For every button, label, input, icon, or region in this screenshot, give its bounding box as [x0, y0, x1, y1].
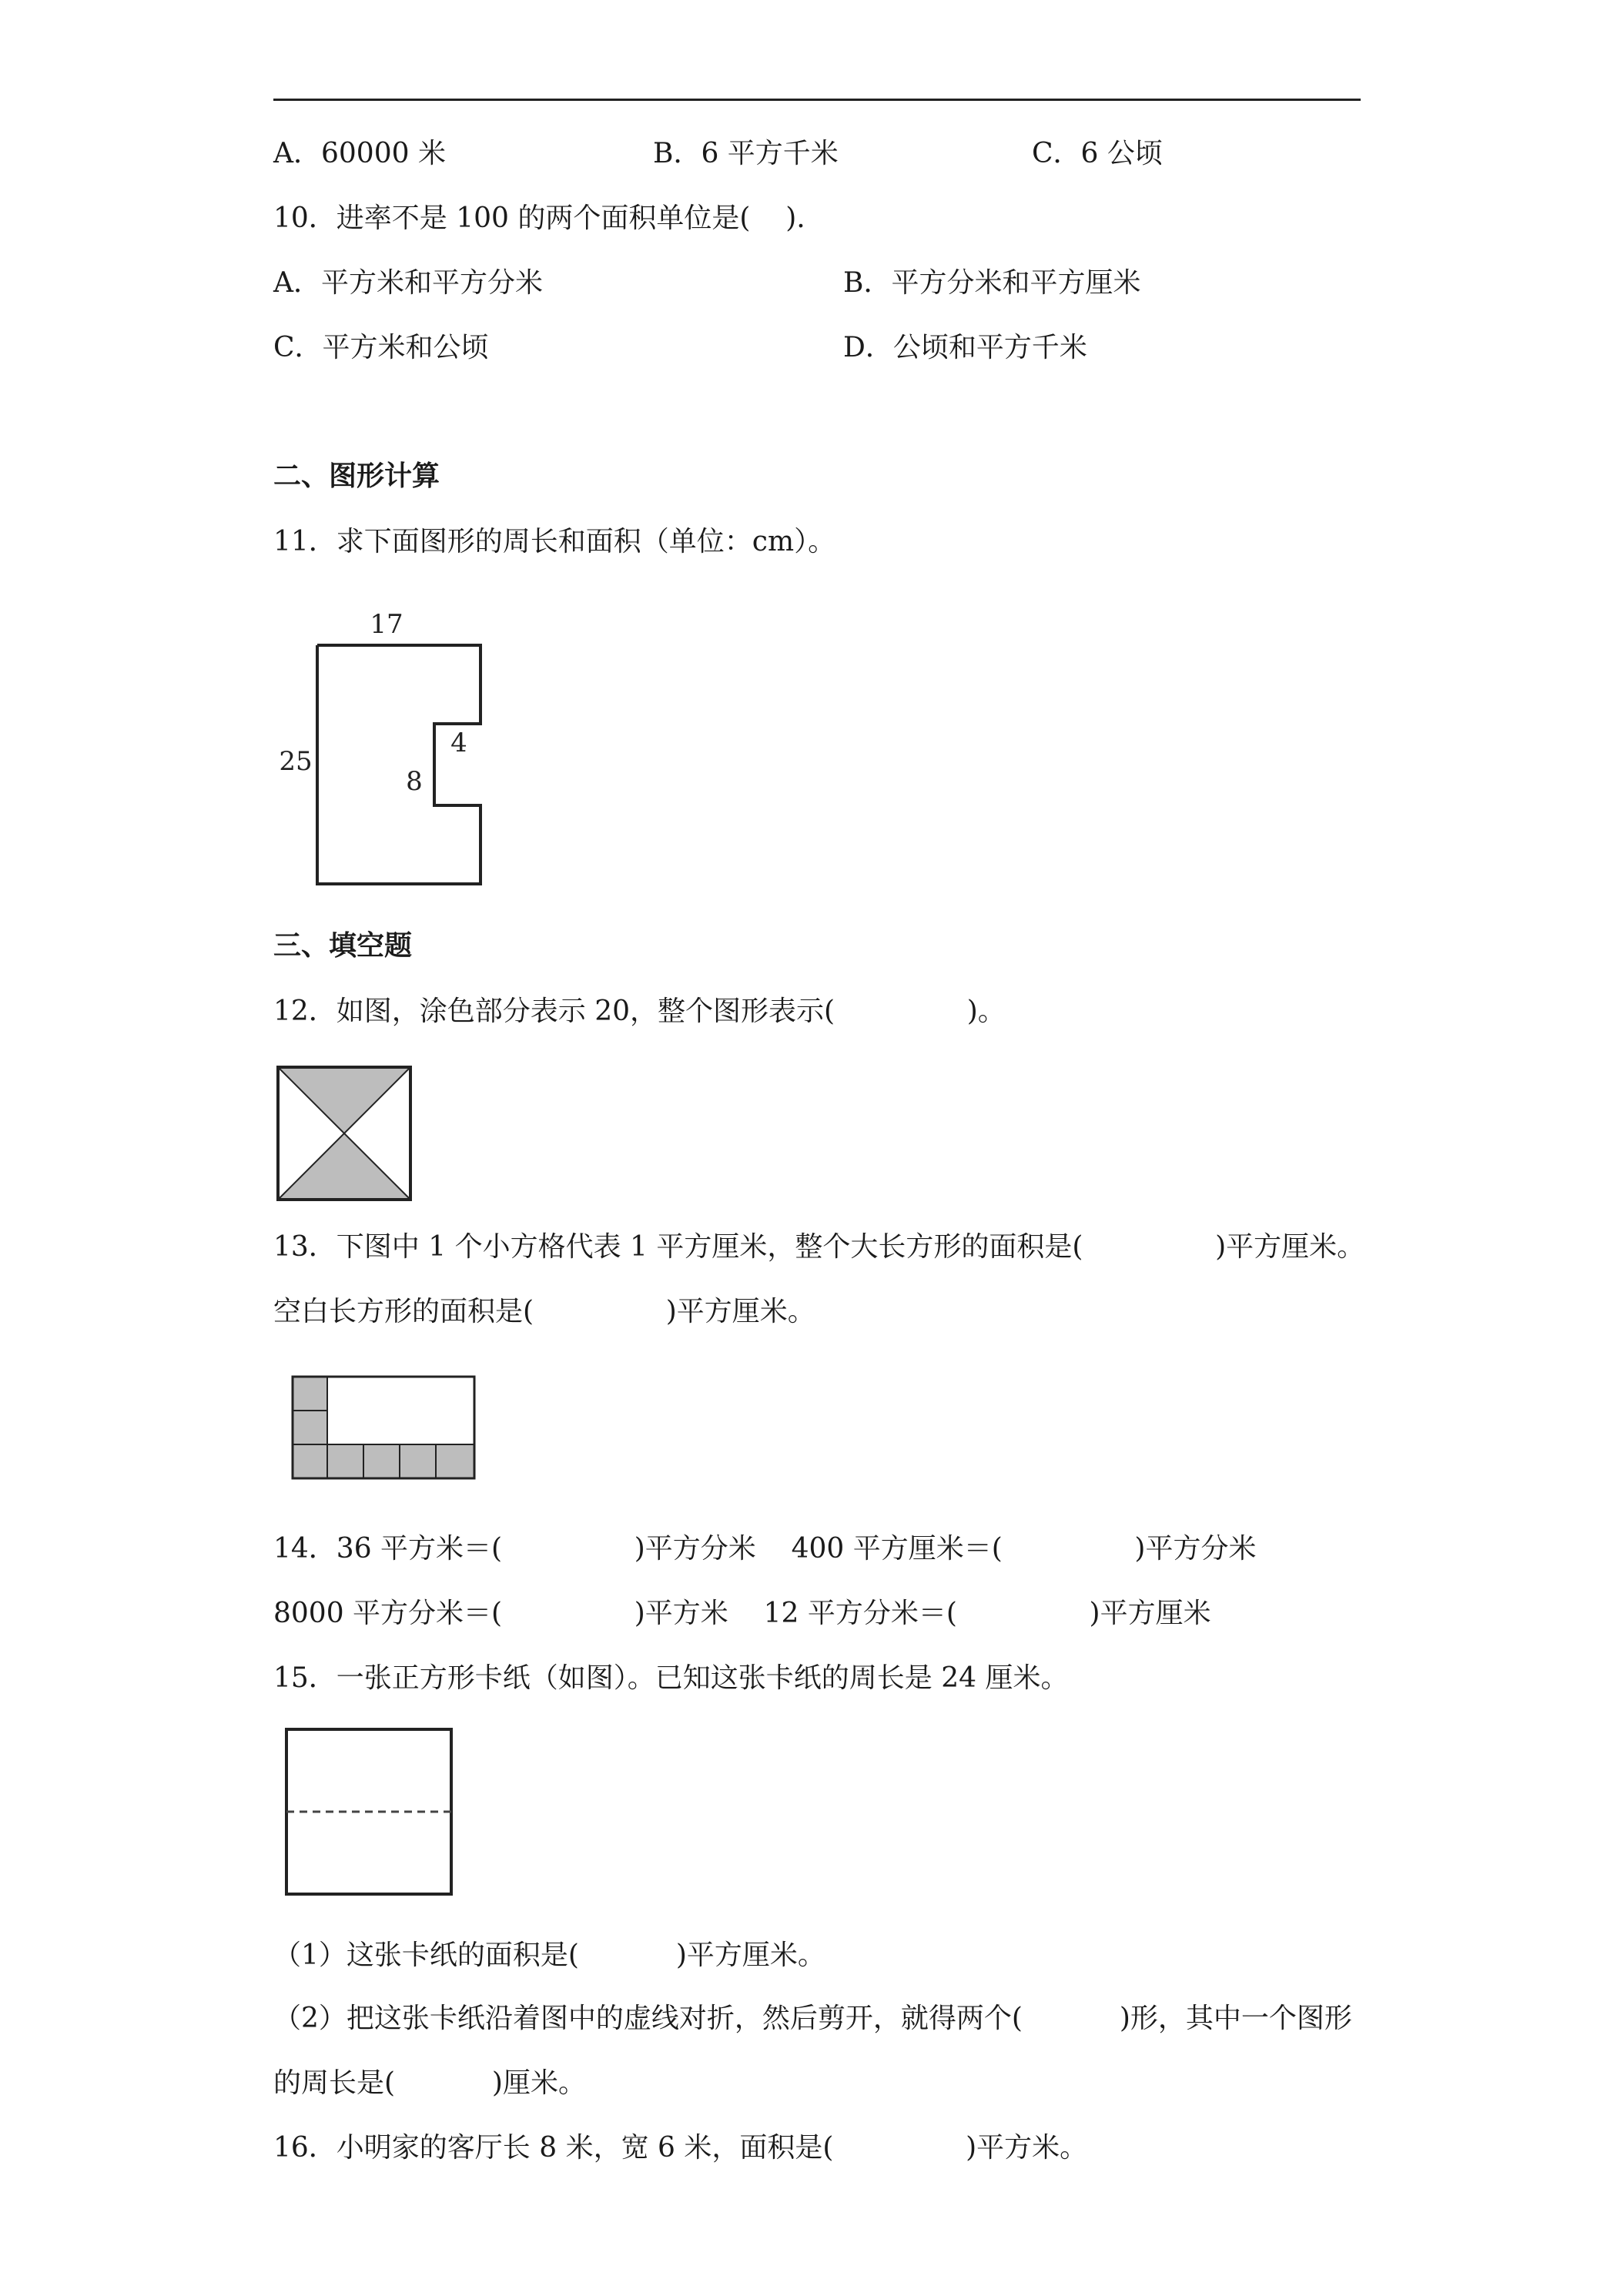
q11-stem: 11．求下面图形的周长和面积（单位：cm）。 [273, 526, 836, 557]
q16-stem: 16．小明家的客厅长 8 米，宽 6 米，面积是( )平方米。 [273, 2132, 1088, 2164]
q9-option-c: C．6 公顷 [1032, 138, 1163, 169]
q12-stem: 12．如图，涂色部分表示 20，整个图形表示( )。 [273, 996, 1006, 1027]
q10-option-a: A．平方米和平方分米 [273, 267, 543, 299]
q11-label-left: 25 [279, 746, 313, 777]
q15-stem: 15．一张正方形卡纸（如图）。已知这张卡纸的周长是 24 厘米。 [273, 1662, 1069, 1694]
q11-label-top: 17 [370, 609, 403, 640]
q12-figure [273, 1063, 420, 1209]
q15-figure [283, 1726, 460, 1903]
q15-part2-line2: 的周长是( )厘米。 [273, 2067, 586, 2099]
section-title-graphics: 二、图形计算 [273, 460, 440, 492]
q11-label-notch-height: 8 [406, 766, 423, 797]
q10-option-c: C．平方米和公顷 [273, 332, 489, 363]
q11-label-notch-width: 4 [450, 728, 467, 758]
q12-shaded-top-triangle [278, 1067, 410, 1133]
q13-grid-figure [291, 1375, 484, 1491]
q13-shaded-row [293, 1444, 474, 1478]
q13-line2: 空白长方形的面积是( )平方厘米。 [273, 1296, 815, 1327]
q9-option-b: B．6 平方千米 [653, 138, 839, 169]
q12-shaded-bottom-triangle [278, 1133, 410, 1200]
header-rule [273, 99, 1361, 101]
q10-option-d: D．公顷和平方千米 [843, 332, 1087, 363]
q11-figure [270, 601, 501, 893]
section-title-fill-blank: 三、填空题 [273, 930, 413, 962]
q14-line2: 8000 平方分米＝( )平方米 12 平方分米＝( )平方厘米 [273, 1598, 1211, 1629]
q14-line1: 14．36 平方米＝( )平方分米 400 平方厘米＝( )平方分米 [273, 1533, 1257, 1565]
q9-option-a: A．60000 米 [273, 138, 446, 169]
q15-part1: （1）这张卡纸的面积是( )平方厘米。 [273, 1940, 825, 1971]
q15-part2-line1: （2）把这张卡纸沿着图中的虚线对折，然后剪开，就得两个( )形，其中一个图形 [273, 2003, 1352, 2034]
q13-line1: 13．下图中 1 个小方格代表 1 平方厘米，整个大长方形的面积是( )平方厘米。 [273, 1231, 1365, 1263]
q11-shape-outline [317, 645, 481, 884]
q10-stem: 10．进率不是 100 的两个面积单位是( ). [273, 202, 805, 234]
q10-option-b: B．平方分米和平方厘米 [843, 267, 1141, 299]
